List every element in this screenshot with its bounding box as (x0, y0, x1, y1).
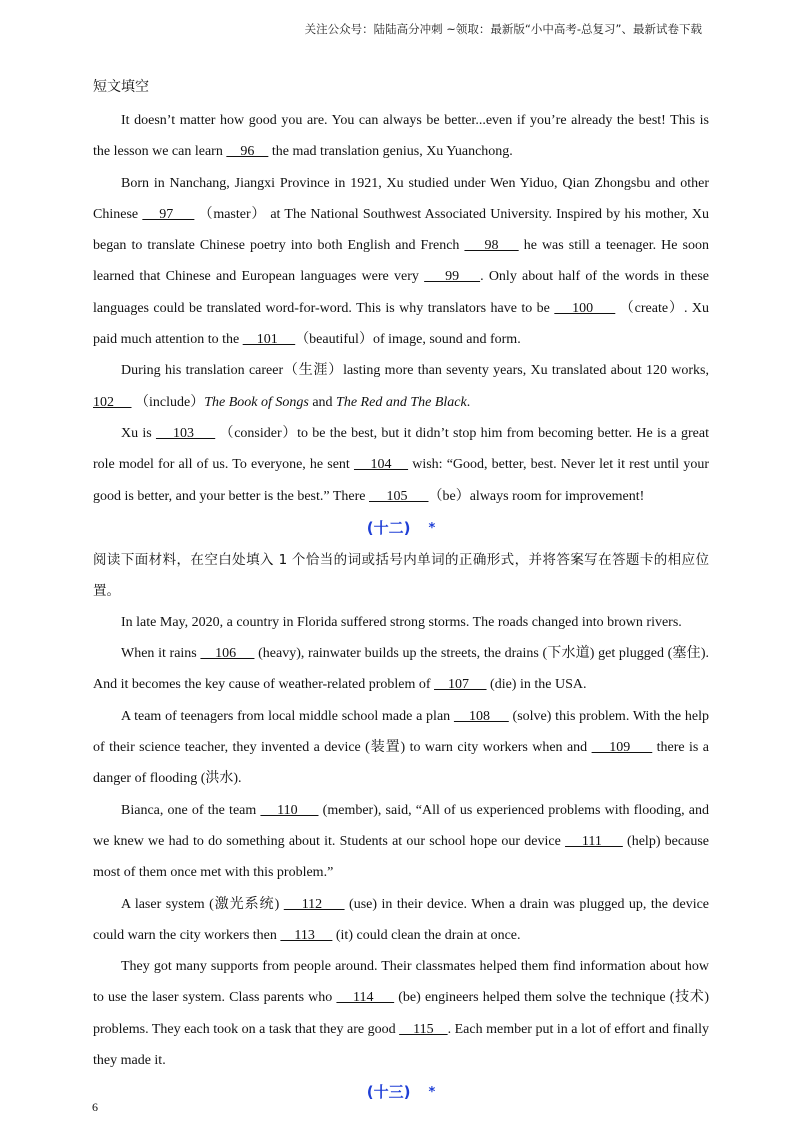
text: When it rains (121, 646, 201, 662)
blank-103: 103 (155, 425, 216, 441)
passage-paragraph-6 (93, 638, 709, 701)
text: there is a danger of flooding (洪水). (93, 740, 710, 787)
blank-109: 109 (591, 740, 653, 756)
passage-paragraph-4 (93, 418, 709, 512)
text: It doesn’t matter how good you are. You can always be better...even if you’re already the best! This is the lesson we can learn (93, 113, 709, 160)
text: （include） (131, 394, 205, 410)
page-number: 6 (92, 1100, 98, 1114)
blank-113: 113 (280, 927, 333, 943)
section-heading-12 (93, 514, 709, 543)
star-icon: * (428, 1085, 436, 1101)
text: he was still a teenager. He soon learned that Chinese and European languages were very (93, 238, 709, 285)
text: (help) because most of them once met with this problem.” (93, 833, 709, 881)
exercise-title: 短文填空 (93, 80, 149, 95)
text: （be）always room for improvement! (428, 488, 645, 504)
text: They got many supports from people around. Their classmates helped them find information about how to use the laser system. Class parents who (93, 959, 709, 1006)
text: . (466, 394, 471, 410)
blank-97: 97 (142, 206, 195, 222)
blank-112: 112 (283, 896, 345, 912)
main-content (93, 76, 709, 1109)
passage-paragraph-10 (93, 951, 709, 1076)
text: Bianca, one of the team (121, 802, 261, 818)
blank-105: 105 (369, 488, 429, 504)
blank-108: 108 (453, 708, 509, 724)
text: (use) in their device. When a drain was plugged up, the device could warn the city workers then (93, 896, 710, 943)
book-title: The Red and The Black (336, 394, 467, 410)
text: (it) could clean the drain at once. (332, 927, 521, 943)
passage-paragraph-1 (93, 105, 709, 168)
passage-paragraph-9 (93, 889, 709, 952)
text: During his translation career（生涯）lasting more than seventy years, Xu translated about 120 works, (121, 363, 709, 379)
passage-paragraph-7 (93, 701, 709, 795)
text: Xu is (121, 425, 156, 441)
text: (solve) this problem. With the help of their science teacher, they invented a device (装置) to warn city workers when and (93, 708, 709, 756)
blank-96: 96 (226, 144, 269, 160)
text: (die) in the USA. (486, 677, 587, 693)
text: . Only about half of the words in these languages could be translated word-for-word. This is why translators have to be (93, 269, 710, 316)
text: . Each member put in a lot of effort and finally they made it. (93, 1021, 709, 1069)
blank-100: 100 (554, 300, 616, 316)
section-number: (十二) (366, 518, 411, 537)
book-title: The Book of Songs (204, 394, 309, 410)
blank-101: 101 (242, 332, 296, 348)
passage-paragraph-5: In late May, 2020, a country in Florida suffered strong storms. The roads changed into brown rivers. (121, 614, 682, 630)
page-header: 关注公众号：陆陆高分冲刺 ~领取：最新版“小中高考-总复习”、最新试卷下载 (304, 22, 702, 36)
passage-paragraph-3 (93, 355, 709, 418)
passage-paragraph-2 (93, 168, 709, 356)
blank-110: 110 (260, 802, 319, 818)
text: （beautiful）of image, sound and form. (295, 332, 521, 348)
text: Born in Nanchang, Jiangxi Province in 1921, Xu studied under Wen Yiduo, Qian Zhongsbu and other Chinese (93, 175, 709, 222)
text: (member), said, “All of us experienced problems with flooding, and we knew we had to do something about it. Students at our school hope our device (93, 802, 709, 849)
instruction-text: 阅读下面材料，在空白处填入 1 个恰当的词或括号内单词的正确形式，并将答案写在答题卡的相应位置。 (93, 551, 709, 599)
blank-102: 102 (93, 394, 132, 410)
text: (be) engineers helped them solve the technique (技术) problems. They each took on a task that they are good (93, 990, 710, 1037)
text: A team of teenagers from local middle school made a plan (121, 708, 454, 724)
text: (heavy), rainwater builds up the streets, the drains (下水道) get plugged (塞住). And it becomes the key cause of weather-related problem of (93, 646, 710, 693)
blank-104: 104 (353, 457, 409, 473)
blank-114: 114 (336, 990, 395, 1006)
section-heading-13 (93, 1078, 709, 1107)
text: and (308, 394, 337, 410)
blank-115: 115 (399, 1021, 448, 1037)
text: （create）. Xu paid much attention to the (93, 300, 709, 348)
text: the mad translation genius, Xu Yuanchong. (268, 144, 513, 160)
blank-111: 111 (565, 833, 623, 849)
text: A laser system (激光系统) (121, 896, 284, 912)
passage-paragraph-8 (93, 795, 709, 889)
star-icon: * (428, 520, 436, 536)
section-number: (十三) (366, 1083, 411, 1102)
blank-106: 106 (200, 646, 255, 662)
text: （master） at The National Southwest Associated University. Inspired by his mother, Xu began to translate Chinese poetry into both English and French (93, 206, 710, 254)
blank-107: 107 (434, 677, 487, 693)
blank-98: 98 (464, 238, 519, 254)
blank-99: 99 (424, 269, 481, 285)
text: wish: “Good, better, best. Never let it rest until your good is better, and your better is the best.” There (93, 457, 710, 504)
text: （consider）to be the best, but it didn’t stop him from becoming better. He is a great role model for all of us. To everyone, he sent (93, 425, 709, 473)
